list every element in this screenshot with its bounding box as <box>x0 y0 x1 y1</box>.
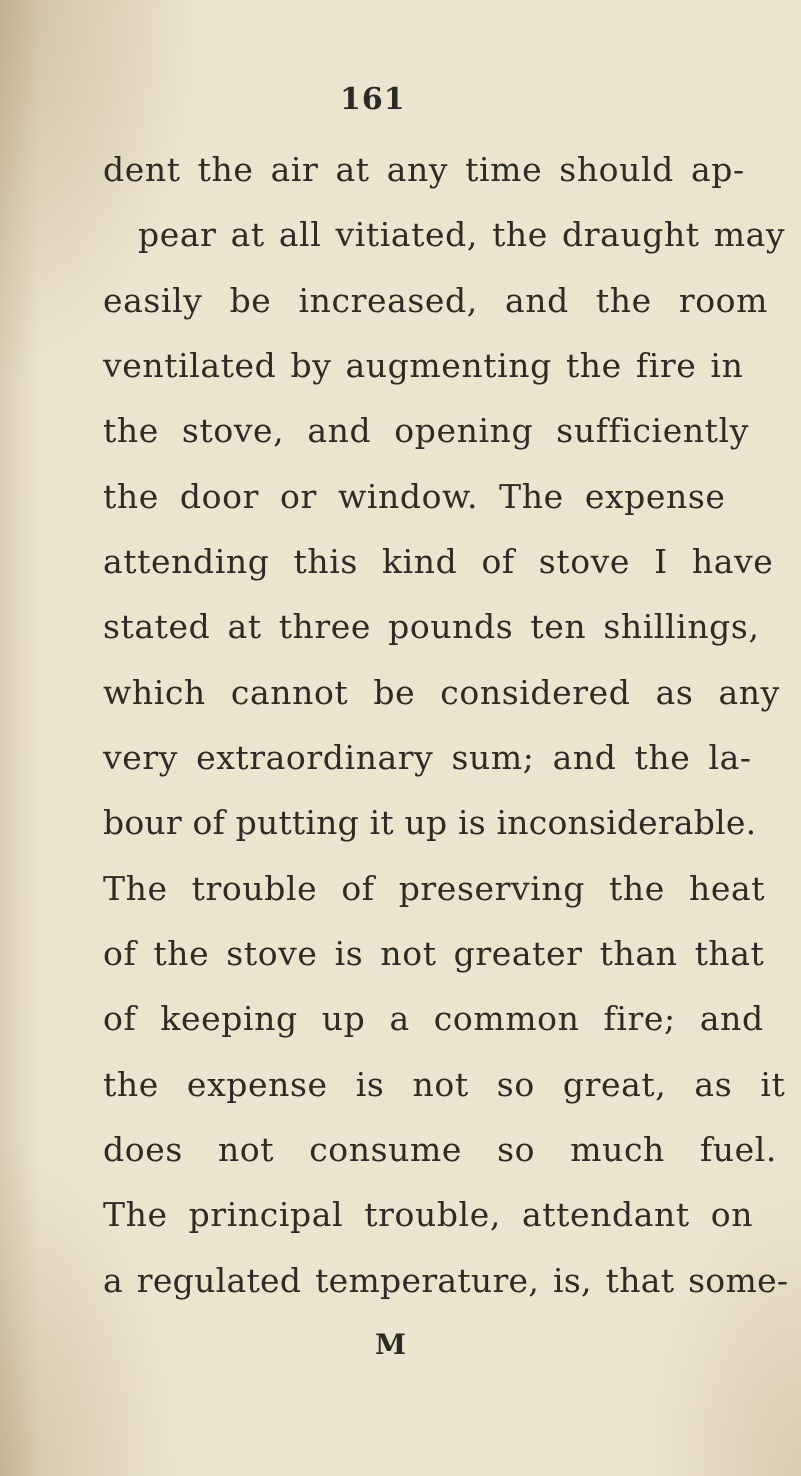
text-line-14: of keeping up a common fire; and <box>103 999 764 1038</box>
text-line-7: attending this kind of stove I have <box>103 542 774 581</box>
text-line-6: the door or window. The expense <box>103 477 726 516</box>
text-line-18: a regulated temperature, is, that some- <box>103 1261 789 1300</box>
text-line-9: which cannot be considered as any <box>103 673 780 712</box>
text-line-17: The principal trouble, attendant on <box>103 1195 754 1234</box>
text-line-8: stated at three pounds ten shillings, <box>103 607 760 646</box>
text-line-1: dent the air at any time should ap- <box>103 150 745 189</box>
text-line-11: bour of putting it up is inconsiderable. <box>103 803 757 842</box>
page-number: 161 <box>340 82 406 117</box>
text-line-16: does not consume so much fuel. <box>103 1130 778 1169</box>
text-line-4: ventilated by augmenting the fire in <box>103 346 744 385</box>
text-line-13: of the stove is not greater than that <box>103 934 765 973</box>
text-line-2: pear at all vitiated, the draught may <box>138 215 786 254</box>
text-line-12: The trouble of preserving the heat <box>103 869 766 908</box>
text-line-15: the expense is not so great, as it <box>103 1065 786 1104</box>
text-line-5: the stove, and opening sufficiently <box>103 411 749 450</box>
text-line-3: easily be increased, and the room <box>103 281 769 320</box>
signature-mark: M <box>375 1328 406 1361</box>
text-line-10: very extraordinary sum; and the la- <box>103 738 752 777</box>
